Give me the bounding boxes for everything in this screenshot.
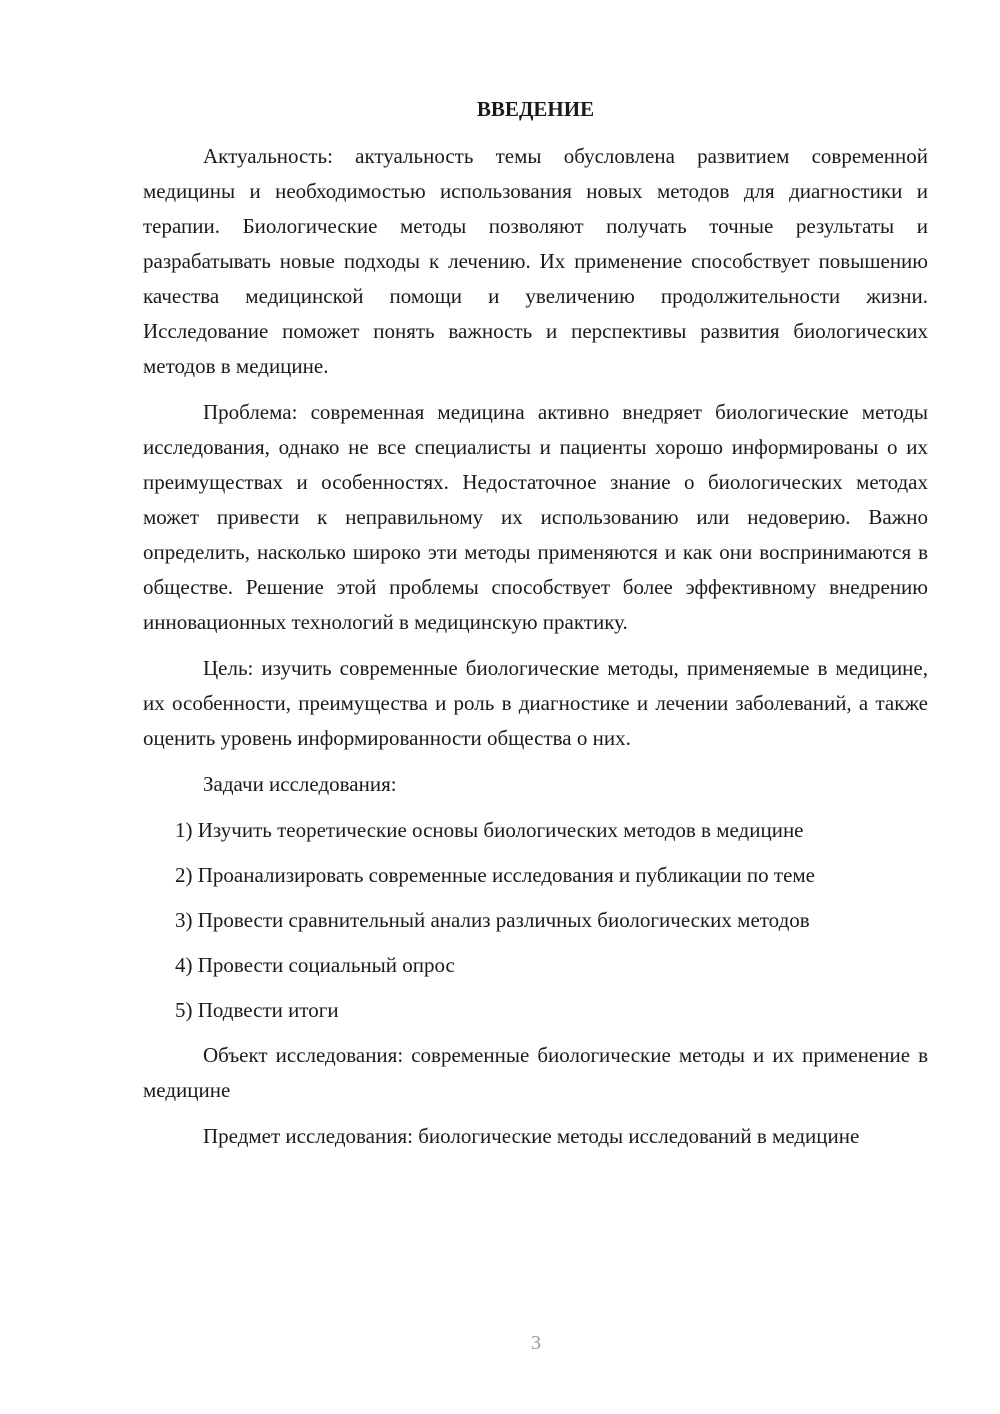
task-item-3: 3) Провести сравнительный анализ различных биологических методов xyxy=(175,908,810,932)
task-item-5: 5) Подвести итоги xyxy=(175,998,339,1022)
task-item-1: 1) Изучить теоретические основы биологических методов в медицине xyxy=(175,818,804,842)
paragraph-object: Объект исследования: современные биологические методы и их применение в медицине xyxy=(143,1043,928,1102)
paragraph-goal: Цель: изучить современные биологические методы, применяемые в медицине, их особенности, преимущества и роль в диагностике и лечении заболеваний, а также оценить уровень информированности общества о них. xyxy=(143,656,928,750)
paragraph-subject: Предмет исследования: биологические методы исследований в медицине xyxy=(203,1124,860,1148)
task-item-2: 2) Проанализировать современные исследования и публикации по теме xyxy=(175,863,815,887)
document-page xyxy=(143,92,928,1165)
task-item-4: 4) Провести социальный опрос xyxy=(175,953,455,977)
tasks-heading: Задачи исследования: xyxy=(203,772,397,796)
page-number: 3 xyxy=(531,1332,541,1354)
document-title: ВВЕДЕНИЕ xyxy=(476,97,595,121)
paragraph-relevance: Актуальность: актуальность темы обусловлена развитием современной медицины и необходимостью использования новых методов для диагностики и терапии. Биологические методы позволяют получать точные результаты и разрабатывать новые подходы к лечению. Их применение способствует повышению качества медицинской помощи и увеличению продолжительности жизни. Исследование поможет понять важность и перспективы развития биологических методов в медицине. xyxy=(143,144,928,378)
paragraph-problem: Проблема: современная медицина активно внедряет биологические методы исследования, однако не все специалисты и пациенты хорошо информированы о их преимуществах и особенностях. Недостаточное знание о биологических методах может привести к неправильному их использованию или недоверию. Важно определить, насколько широко эти методы применяются и как они воспринимаются в обществе. Решение этой проблемы способствует более эффективному внедрению инновационных технологий в медицинскую практику. xyxy=(143,400,928,634)
